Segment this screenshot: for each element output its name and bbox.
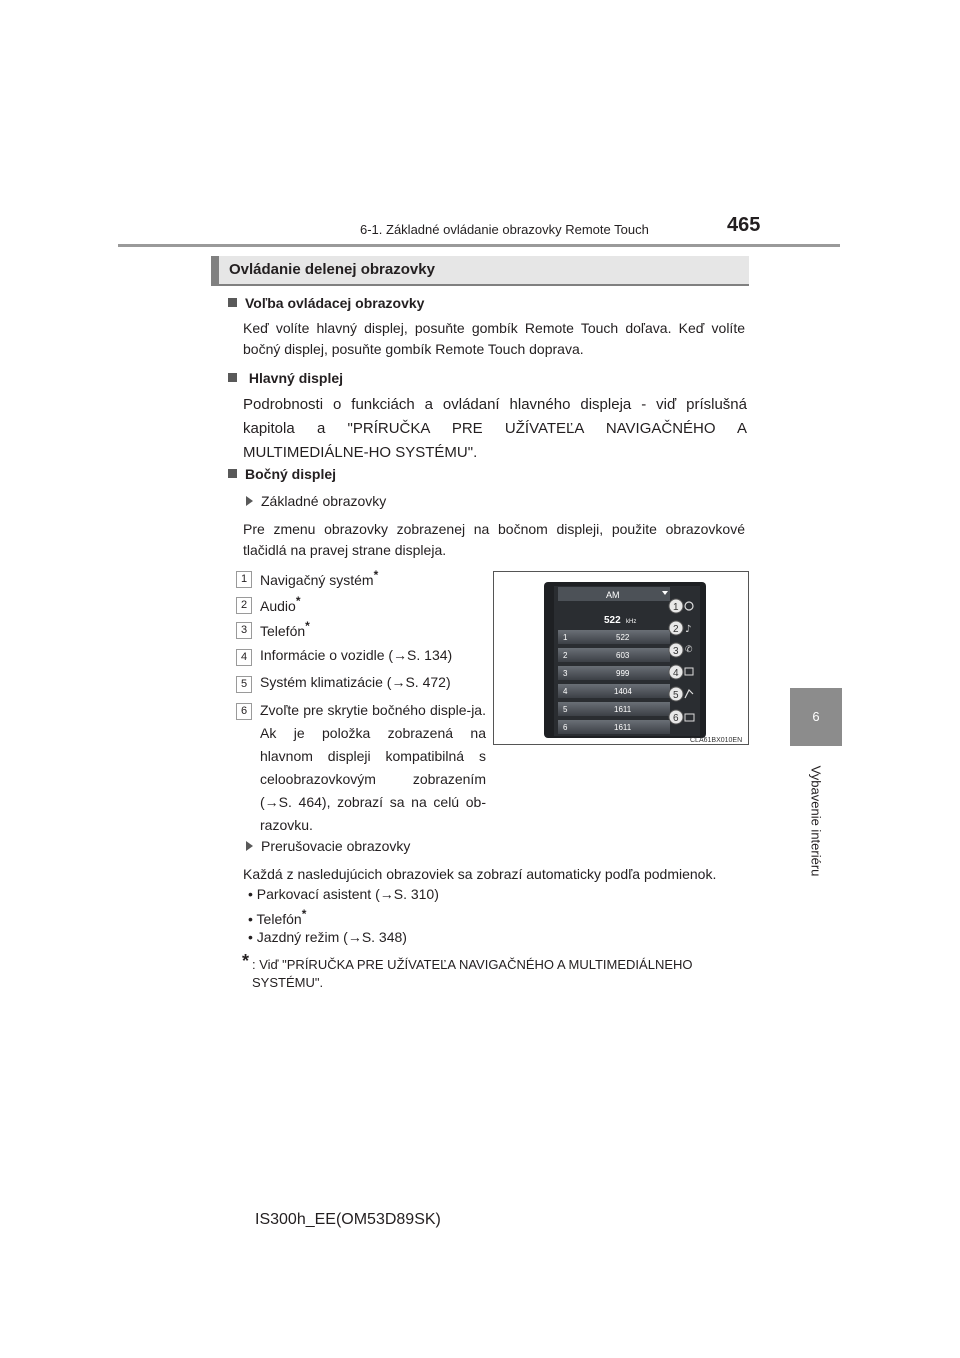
- callout-number: 6: [673, 713, 679, 724]
- dot-bullet-icon: •: [248, 929, 257, 945]
- preset-row: [558, 666, 670, 680]
- list-item: [260, 594, 300, 614]
- sub2-heading: [228, 370, 343, 386]
- sub1-heading: [228, 295, 424, 311]
- dot-bullet-icon: •: [248, 911, 257, 927]
- list-item: [248, 886, 439, 902]
- item-number: 3: [236, 622, 252, 639]
- preset-number: 2: [563, 651, 568, 660]
- preset-frequency: 1611: [614, 723, 632, 732]
- list-item: Zvoľte pre skrytie bočného disple-ja. Ak je položka zobrazená na hlavnom displeji kompatibilná s celoobrazovkovým zobrazením (→S. 464), zobrazí sa na celú ob-razovku.: [260, 702, 486, 833]
- callout-number: 5: [673, 690, 679, 701]
- preset-number: 1: [563, 633, 568, 642]
- preset-row: [558, 648, 670, 662]
- callout-number: 1: [673, 602, 679, 613]
- square-bullet-icon: [228, 373, 237, 382]
- sub3-heading: [228, 466, 336, 482]
- preset-frequency: 603: [616, 651, 630, 660]
- item-number: 5: [236, 676, 252, 693]
- chapter-tab-label: [790, 746, 842, 896]
- list-item-text: Systém klimatizácie (→S. 472): [260, 674, 451, 690]
- frequency-unit: kHz: [626, 619, 637, 625]
- callout-number: 3: [673, 646, 679, 657]
- asterisk: *: [373, 568, 379, 582]
- sub1-heading-text: Voľba ovládacej obrazovky: [245, 295, 425, 311]
- side-display-figure: [493, 571, 749, 745]
- square-bullet-icon: [228, 469, 237, 478]
- audio-note-icon: ♪: [685, 624, 692, 635]
- sub3-heading-text: Bočný displej: [245, 466, 337, 482]
- callout-number: 4: [673, 668, 679, 679]
- list-item: [260, 619, 310, 639]
- figure-code: CLA61BX010EN: [690, 737, 743, 744]
- list-item-text: Informácie o vozidle (→S. 134): [260, 647, 453, 663]
- triangle-bullet-icon: [246, 496, 253, 506]
- list-item-text: Navigačný systém: [260, 572, 374, 588]
- section-title: Ovládanie delenej obrazovky: [229, 261, 435, 278]
- chapter-label-text: Vybavenie interiéru: [808, 765, 824, 877]
- page-number: 465: [727, 214, 761, 236]
- document-code: IS300h_EE(OM53D89SK): [255, 1211, 441, 1228]
- sub1-text: Keď volíte hlavný displej, posuňte gombík Remote Touch doľava. Keď volíte bočný displej, posuňte gombík Remote Touch doprava.: [243, 320, 745, 357]
- preset-row: [558, 630, 670, 644]
- list-item: [248, 929, 407, 945]
- chapter-tab-number: 6: [790, 688, 842, 746]
- list-item: [260, 647, 452, 663]
- list-item-text: Jazdný režim (→S. 348): [256, 929, 407, 945]
- preset-number: 4: [563, 687, 568, 696]
- sub2-heading-text: Hlavný displej: [245, 370, 344, 386]
- list-item-text: Telefón: [260, 623, 306, 639]
- band-label: AM: [606, 590, 620, 600]
- footnote-text: : Viď "PRÍRUČKA PRE UŽÍVATEĽA NAVIGAČNÉHO A MULTIMEDIÁLNEHO SYSTÉMU".: [252, 957, 693, 990]
- side-display-illustration: [494, 572, 748, 744]
- phone-icon: ✆: [685, 645, 693, 655]
- list-item-text: Audio: [260, 598, 296, 614]
- bullet-basic-screens: [246, 493, 386, 509]
- item-number: 2: [236, 597, 252, 614]
- sub3-text1: Pre zmenu obrazovky zobrazenej na bočnom displeji, použite obrazovkové tlačidlá na pravej strane displeja.: [243, 521, 745, 558]
- preset-frequency: 522: [616, 633, 630, 642]
- preset-number: 3: [563, 669, 568, 678]
- triangle-bullet-icon: [246, 841, 253, 851]
- list-item: [248, 907, 306, 927]
- square-bullet-icon: [228, 298, 237, 307]
- list-item: [260, 568, 378, 588]
- frequency-value: 522: [604, 615, 621, 626]
- asterisk: *: [301, 907, 307, 921]
- sub3-text2: Každá z nasledujúcich obrazoviek sa zobrazí automaticky podľa podmienok.: [243, 866, 717, 882]
- preset-number: 5: [563, 705, 568, 714]
- preset-frequency: 999: [616, 669, 630, 678]
- preset-frequency: 1611: [614, 705, 632, 714]
- header-rule: [118, 244, 840, 247]
- preset-frequency: 1404: [614, 687, 632, 696]
- list-item: [260, 674, 451, 690]
- bullet-basic-screens-text: Základné obrazovky: [261, 493, 387, 509]
- list-item-text: Parkovací asistent (→S. 310): [256, 886, 439, 902]
- running-header-title: 6-1. Základné ovládanie obrazovky Remote Touch: [360, 222, 649, 237]
- preset-number: 6: [563, 723, 568, 732]
- item-number: 4: [236, 649, 252, 666]
- dot-bullet-icon: •: [248, 886, 257, 902]
- callout-number: 2: [673, 624, 679, 635]
- bullet-interrupt-screens-text: Prerušovacie obrazovky: [261, 838, 411, 854]
- sub2-text: Podrobnosti o funkciách a ovládaní hlavného displeja - viď príslušná kapitola a "PRÍRUČKA PRE UŽÍVATEĽA NAVIGAČNÉHO A MULTIMEDIÁLNE-HO SYSTÉMU".: [243, 396, 747, 461]
- section-header: [211, 256, 749, 286]
- item-number: 1: [236, 571, 252, 588]
- bullet-interrupt-screens: [246, 838, 410, 854]
- item-number: 6: [236, 703, 252, 720]
- asterisk: *: [305, 619, 310, 633]
- asterisk: *: [295, 594, 301, 608]
- footnote-mark: *: [242, 951, 250, 971]
- list-item-text: Telefón: [256, 911, 302, 927]
